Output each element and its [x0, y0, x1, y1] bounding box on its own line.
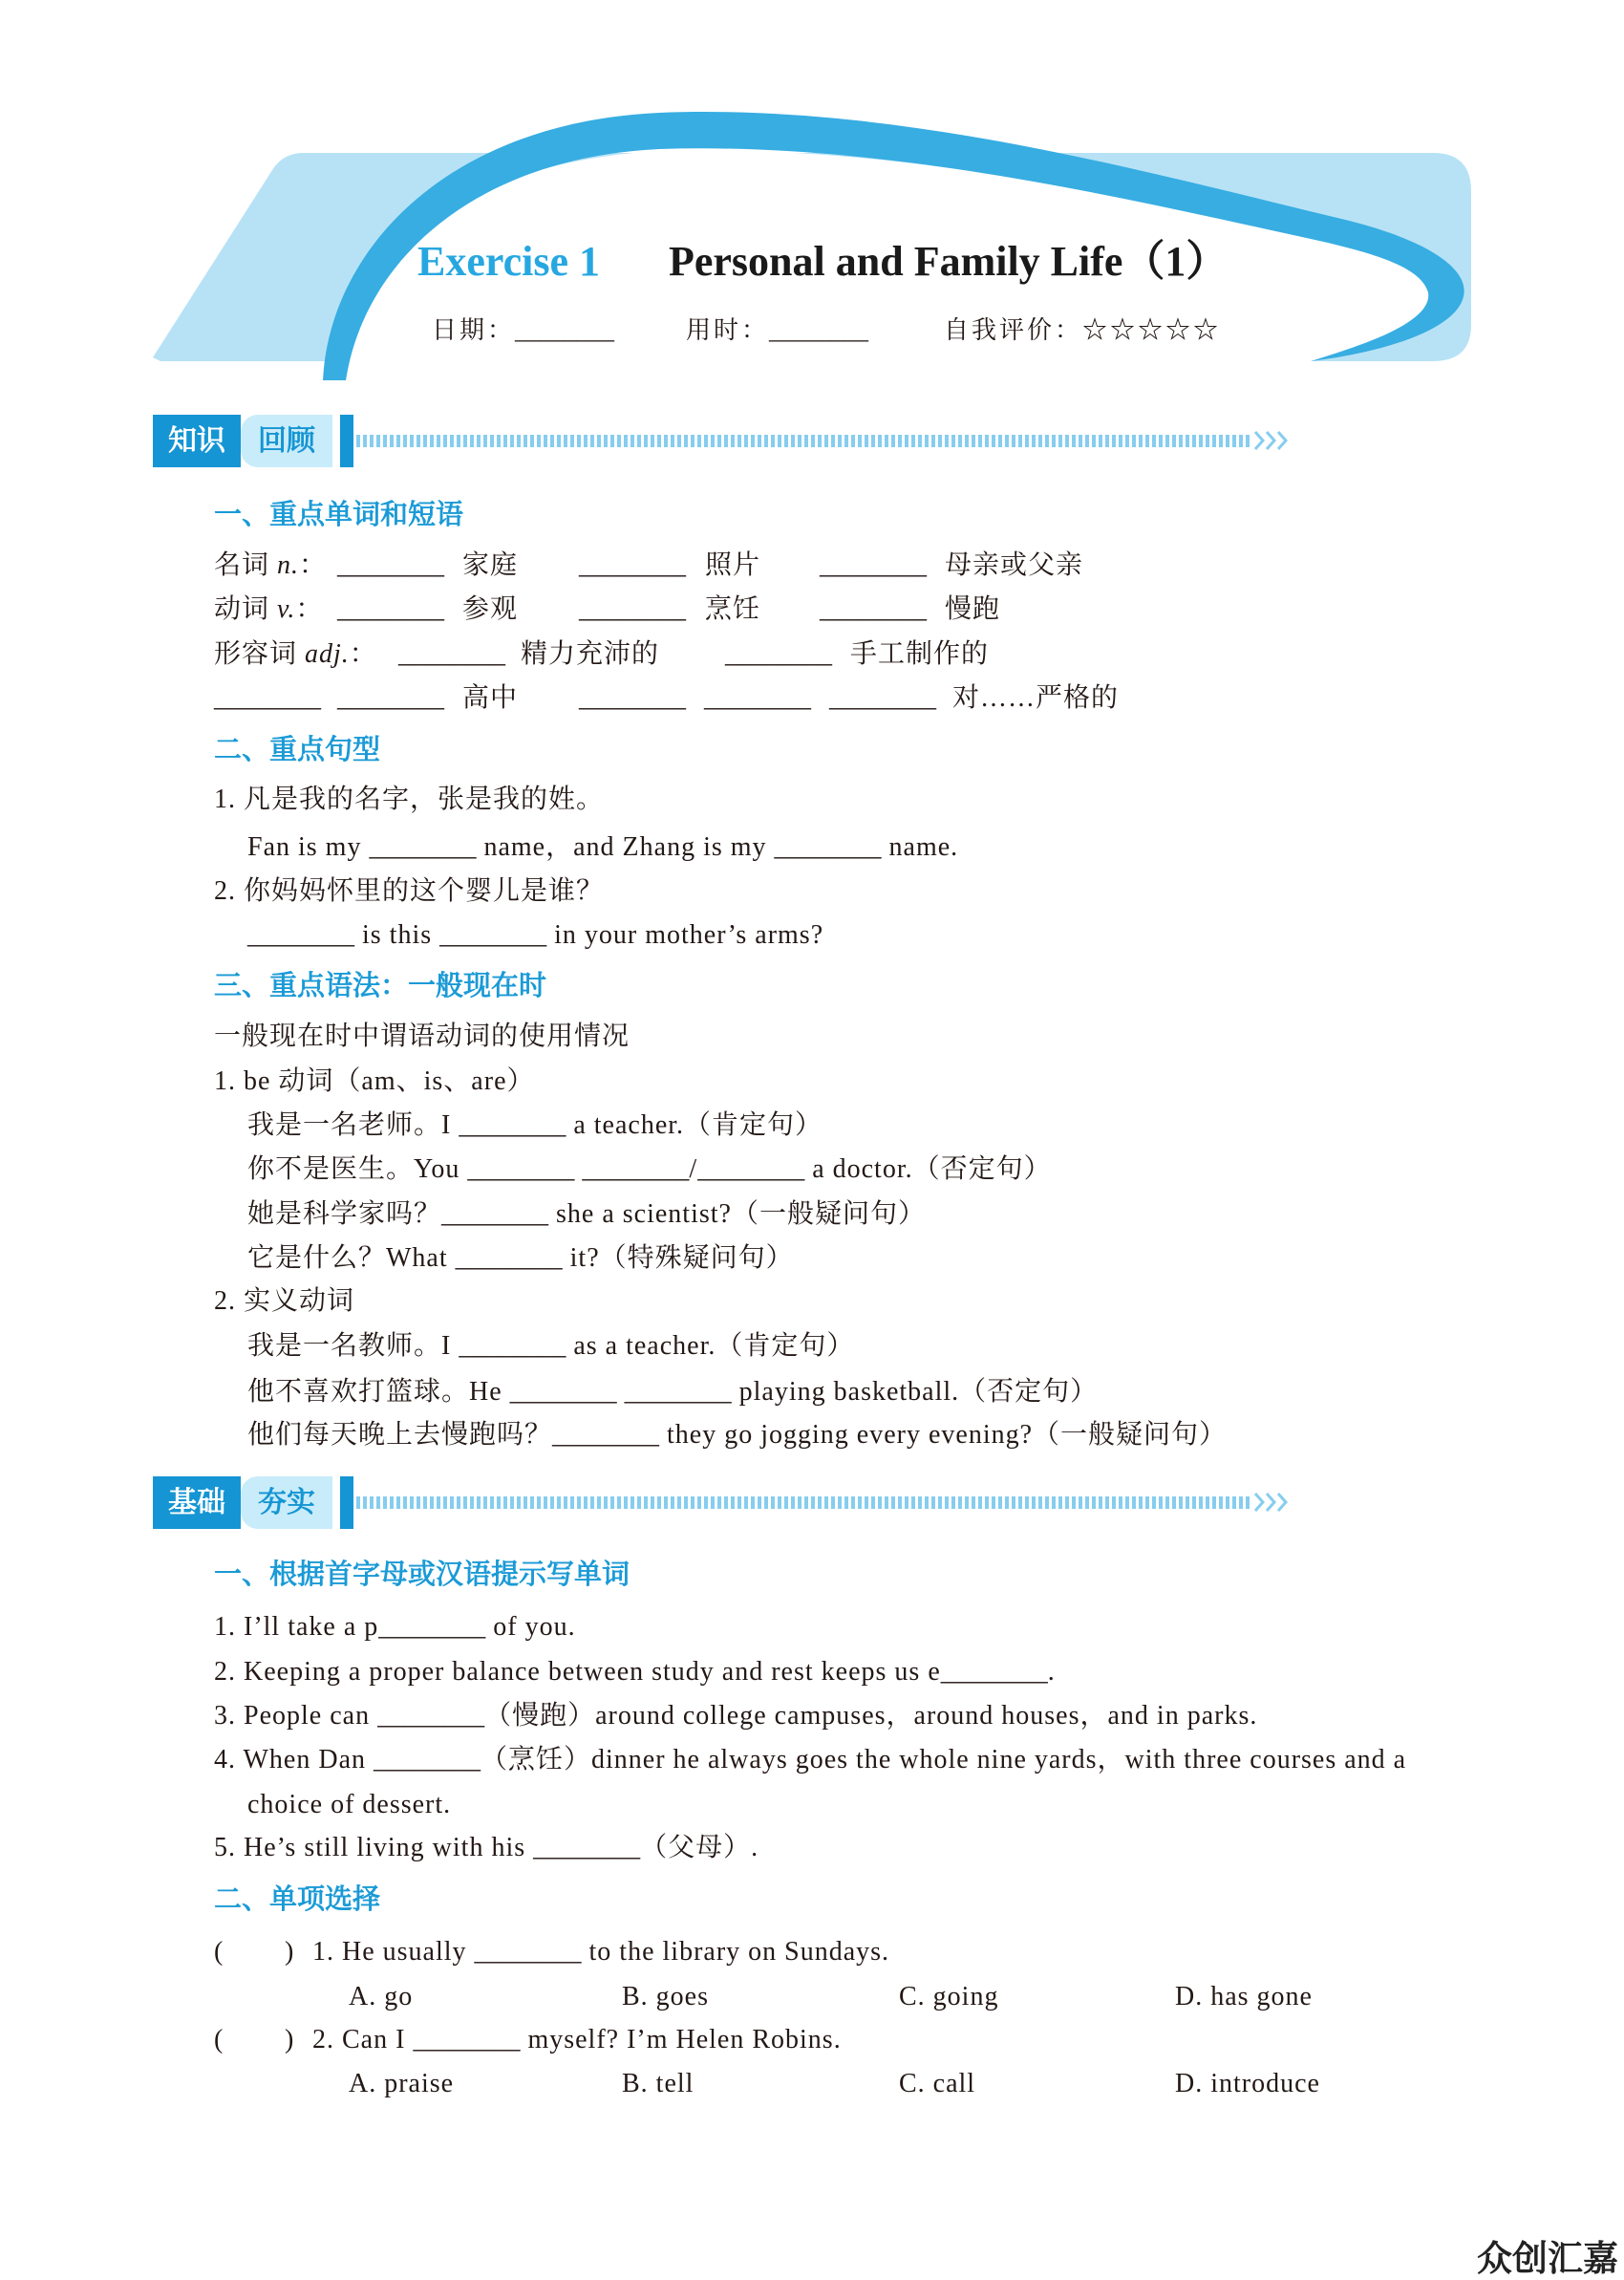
pos-abbreviation: v.: [277, 594, 296, 624]
answer-blank: ________: [624, 1377, 732, 1407]
answer-blank: ________: [820, 550, 927, 580]
answer-blank: ________: [704, 683, 811, 713]
answer-blank: ________: [697, 1154, 805, 1184]
pos-colon: ：: [295, 594, 324, 624]
pos-chinese: 动词: [214, 594, 270, 624]
answer-blank: ________: [582, 1154, 690, 1184]
grammar-line: 他们每天晚上去慢跑吗？________ they go jogging every evening?（一般疑问句）: [247, 1420, 1228, 1450]
vocab-blank: [820, 547, 927, 585]
answer-blank: ________: [413, 2025, 521, 2054]
grammar-line: 我是一名老师。I ________ a teacher.（肯定句）: [247, 1110, 823, 1140]
choice-question: [0, 2021, 1624, 2059]
spelling-item: 4. When Dan ________（烹饪）dinner he always goes the whole nine yards，with three courses and a: [214, 1745, 1407, 1775]
answer-blank: ________: [398, 639, 505, 669]
watermark-logo: 众创汇嘉: [1477, 2239, 1618, 2278]
sentence-chinese: 1. 凡是我的名字，张是我的姓。: [214, 785, 605, 814]
option-d: D. introduce: [1175, 2069, 1320, 2098]
answer-blank: ________: [533, 1833, 641, 1862]
answer-blank: ________: [337, 683, 444, 713]
vocab-meaning: 慢跑: [945, 594, 1001, 624]
choice-heading: 二、单项选择: [214, 1884, 381, 1915]
vocab-blank: [579, 591, 686, 629]
pos-chinese: 形容词: [214, 639, 298, 669]
sentence-english: ________ is this ________ in your mother’s arms?: [247, 920, 824, 950]
vocab-meaning: 手工制作的: [850, 639, 990, 669]
vocab-meaning: 高中: [462, 683, 519, 713]
grammar-group-title: 2. 实义动词: [214, 1286, 355, 1316]
choice-options: [0, 2065, 1624, 2103]
vocab-meaning: 母亲或父亲: [945, 550, 1084, 580]
date-field: 日期：________: [432, 316, 615, 344]
answer-blank: ________: [774, 832, 882, 862]
answer-bracket-open: (: [214, 1937, 224, 1967]
pos-colon: ：: [349, 639, 377, 669]
section-tag-primary: 知识: [153, 415, 241, 467]
section-tag-secondary: 夯实: [241, 1476, 332, 1529]
spelling-item: 2. Keeping a proper balance between study and rest keeps us e________.: [214, 1657, 1056, 1687]
vocab-blank: [820, 591, 927, 629]
exercise-number: Exercise 1: [417, 238, 601, 285]
answer-blank: ________: [515, 316, 615, 344]
section-divider: [356, 435, 1250, 447]
vocab-blank: [398, 635, 505, 674]
answer-blank: ________: [725, 639, 832, 669]
vocab-blank: [337, 679, 444, 718]
option-c: C. going: [899, 1982, 999, 2011]
answer-blank: ________: [509, 1377, 617, 1407]
answer-blank: ________: [378, 1612, 486, 1642]
grammar-heading: 三、重点语法：一般现在时: [214, 971, 547, 1001]
vocab-row-adjective: [0, 635, 1624, 674]
self-evaluation-stars: 自我评价：☆☆☆☆☆: [944, 316, 1222, 344]
vocab-row-verb: [0, 591, 1624, 629]
sentence-chinese: 2. 你妈妈怀里的这个婴儿是谁？: [214, 876, 605, 906]
answer-blank: ________: [552, 1420, 660, 1450]
choice-question: [0, 1933, 1624, 1971]
answer-blank: ________: [369, 832, 477, 862]
section-tag-secondary: 回顾: [241, 415, 332, 467]
grammar-line: 我是一名教师。I ________ as a teacher.（肯定句）: [247, 1331, 855, 1361]
grammar-group-title: 1. be 动词（am、is、are）: [214, 1066, 535, 1096]
answer-blank: ________: [337, 550, 444, 580]
answer-blank: ________: [467, 1154, 575, 1184]
vocab-meaning: 对……严格的: [952, 683, 1120, 713]
option-a: A. go: [349, 1982, 414, 2011]
answer-blank: ________: [459, 1110, 566, 1140]
answer-blank: ________: [337, 594, 444, 624]
answer-blank: ________: [459, 1331, 566, 1361]
vocab-blank: [704, 679, 811, 718]
answer-blank: ________: [769, 316, 869, 344]
time-field: 用时：________: [686, 316, 869, 344]
choice-options: [0, 1978, 1624, 2016]
option-d: D. has gone: [1175, 1982, 1313, 2011]
grammar-line: 你不是医生。You ________ ________/________ a doctor.（否定句）: [247, 1154, 1052, 1184]
exercise-title: Personal and Family Life（1）: [669, 238, 1229, 285]
answer-blank: ________: [455, 1243, 563, 1273]
vocab-heading: 一、重点单词和短语: [214, 500, 464, 530]
option-b: B. tell: [622, 2069, 694, 2098]
section-tag-primary: 基础: [153, 1476, 241, 1529]
section-tag-practice: [153, 1476, 353, 1529]
answer-blank: ________: [247, 920, 354, 950]
answer-blank: ________: [377, 1701, 485, 1731]
sentences-heading: 二、重点句型: [214, 735, 381, 765]
grammar-line: 她是科学家吗？________ she a scientist?（一般疑问句）: [247, 1199, 926, 1229]
answer-blank: ________: [829, 683, 936, 713]
vocab-blank: [829, 679, 936, 718]
vocab-blank: [337, 547, 444, 585]
spelling-item: 3. People can ________（慢跑）around college campuses，around houses，and in parks.: [214, 1701, 1258, 1731]
section-tag-review: [153, 415, 353, 467]
grammar-line: 它是什么？What ________ it?（特殊疑问句）: [247, 1243, 794, 1273]
spelling-item: 5. He’s still living with his ________（父母）.: [214, 1833, 759, 1862]
vocab-blank: [579, 547, 686, 585]
answer-blank: ________: [439, 920, 547, 950]
answer-bracket-open: (: [214, 2025, 224, 2054]
vocab-pos-label: [214, 635, 377, 674]
option-b: B. goes: [622, 1982, 709, 2011]
vocab-row-noun: [0, 547, 1624, 585]
spelling-item-continued: choice of dessert.: [247, 1790, 452, 1819]
section-tag-bar: [340, 415, 353, 467]
vocab-meaning: 精力充沛的: [521, 639, 660, 669]
option-c: C. call: [899, 2069, 976, 2098]
spelling-item: 1. I’ll take a p________ of you.: [214, 1612, 576, 1642]
chevrons-icon: [1252, 428, 1291, 453]
answer-blank: ________: [820, 594, 927, 624]
option-a: A. praise: [349, 2069, 455, 2098]
vocab-meaning: 烹饪: [705, 594, 761, 624]
vocab-blank: [579, 679, 686, 718]
answer-blank: ________: [214, 683, 321, 713]
chevrons-icon: [1252, 1490, 1291, 1515]
answer-blank: ________: [940, 1657, 1048, 1687]
vocab-row-phrases: [0, 679, 1624, 718]
vocab-meaning: 家庭: [462, 550, 519, 580]
answer-bracket-close: ): [285, 2025, 295, 2054]
vocab-meaning: 参观: [462, 594, 519, 624]
pos-chinese: 名词: [214, 550, 270, 580]
vocab-pos-label: [214, 547, 327, 585]
answer-blank: ________: [474, 1937, 582, 1967]
answer-blank: ________: [374, 1745, 481, 1775]
vocab-blank: [337, 591, 444, 629]
question-stem: 1. He usually ________ to the library on Sundays.: [312, 1937, 890, 1967]
section-divider: [356, 1496, 1250, 1509]
pos-abbreviation: adj.: [305, 639, 350, 669]
answer-blank: ________: [579, 683, 686, 713]
vocab-meaning: 照片: [705, 550, 761, 580]
sentence-english: Fan is my ________ name，and Zhang is my ________ name.: [247, 832, 959, 862]
vocab-pos-label: [214, 591, 323, 629]
grammar-intro: 一般现在时中谓语动词的使用情况: [214, 1022, 630, 1051]
answer-blank: ________: [579, 594, 686, 624]
question-stem: 2. Can I ________ myself? I’m Helen Robins.: [312, 2025, 842, 2054]
spelling-heading: 一、根据首字母或汉语提示写单词: [214, 1559, 630, 1590]
pos-abbreviation: n.: [277, 550, 300, 580]
answer-blank: ________: [579, 550, 686, 580]
pos-colon: ：: [299, 550, 328, 580]
vocab-blank: [725, 635, 832, 674]
vocab-blank: [214, 679, 321, 718]
grammar-line: 他不喜欢打篮球。He ________ ________ playing basketball.（否定句）: [247, 1377, 1099, 1407]
answer-blank: ________: [441, 1199, 549, 1229]
section-tag-bar: [340, 1476, 353, 1529]
answer-bracket-close: ): [285, 1937, 295, 1967]
